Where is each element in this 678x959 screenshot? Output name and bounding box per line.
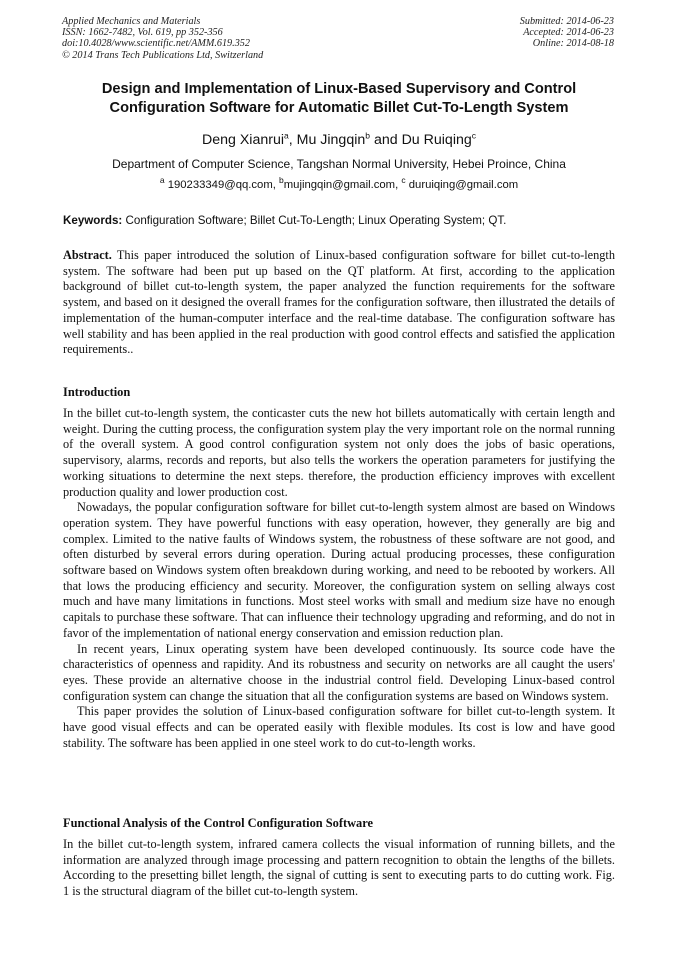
email-separator: , xyxy=(272,179,280,191)
doi-line: doi:10.4028/www.scientific.net/AMM.619.352 xyxy=(62,38,250,50)
author-name: Du Ruiqing xyxy=(401,132,472,148)
paper-title xyxy=(40,80,638,118)
email-marker: b xyxy=(279,175,284,186)
paragraph: Nowadays, the popular configuration software for billet cut-to-length system almost are based on Windows operation system. They have powerful functions with easy operation, however, they generally are big and complex. Limited to the native faults of Windows system, the robustness of these software are not good, and often disturbed by several errors during operation. During actual producing processes, these configuration software based on Windows system often breakdown during working, and need to be rebooted by workers. All that lows the producing efficiency and security. Moreover, the configuration system on selling always cost much and have many limitations in functions. Most steel works with small and medium size have no enough capitals to purchase these software. That can influence their technology upgrading and reforming, and do not in favor of the implementation of national energy conservation and emission reduction plan. xyxy=(63,500,615,640)
submitted-date: Submitted: 2014-06-23 xyxy=(519,16,614,27)
author-marker: b xyxy=(365,130,370,141)
issn-line: ISSN: 1662-7482, Vol. 619, pp 352-356 xyxy=(62,27,223,39)
author-marker: a xyxy=(284,130,289,141)
author-marker: c xyxy=(471,130,477,141)
title-line-1: Design and Implementation of Linux-Based Supervisory and Control xyxy=(101,81,577,97)
paragraph: In the billet cut-to-length system, infrared camera collects the visual information of running billets, and the information are analyzed through image processing and pattern recognition to obtain the lengths of the billets. According to the presetting billet length, the signal of cutting is sent to executing parts to do cutting work. Fig. 1 is the structural diagram of the billet cut-to-length system. xyxy=(63,837,615,899)
author-emails xyxy=(40,175,638,193)
journal-name: Applied Mechanics and Materials xyxy=(62,16,201,27)
keywords xyxy=(63,213,623,228)
email-address: duruiqing@gmail.com xyxy=(408,179,519,191)
keywords-label: Keywords: xyxy=(63,214,123,227)
title-line-2: Configuration Software for Automatic Billet Cut-To-Length System xyxy=(109,100,569,116)
section-functional-analysis xyxy=(63,837,615,900)
journal-info xyxy=(62,16,263,61)
author-separator: and xyxy=(370,132,402,148)
author-name: Mu Jingqin xyxy=(296,132,366,148)
online-date: Online: 2014-08-18 xyxy=(532,38,614,50)
section-introduction xyxy=(63,406,615,751)
email-address: mujingqin@gmail.com xyxy=(283,179,396,191)
paragraph: In the billet cut-to-length system, the conticaster cuts the new hot billets automatically with certain length and weight. During the cutting process, the configuration system play the very important role on the normal running of the overall system. A good control configuration system not only does the jobs of basic operations, supervisory, alarms, records and reports, but also tells the workers the operation parameters for justifying the working situations to determine the next steps. therefore, the production efficiency improves with excellent production quality and lower production cost. xyxy=(63,406,615,499)
paragraph: This paper provides the solution of Linux-based configuration software for billet cut-to-length system. It have good visual effects and can be operated easily with flexible modules. Its cost is low and have good stability. The software has been applied in one steel work to do cut-to-length works. xyxy=(63,704,615,750)
author-separator: , xyxy=(288,132,297,148)
abstract xyxy=(63,248,615,358)
section-heading-introduction: Introduction xyxy=(63,385,131,399)
keywords-text: Configuration Software; Billet Cut-To-Length; Linux Operating System; QT. xyxy=(125,214,507,227)
email-address: 190233349@qq.com xyxy=(167,179,273,191)
abstract-text: This paper introduced the solution of Linux-based configuration software for billet cut-to-length system. The software had been put up based on the QT platform. At first, according to the application background of billet cut-to-length system, the paper analyzed the function requirements for the software system, and based on it designed the overall frames for the configuration software, then illustrated the details of implementation of the human-computer interface and the real-time database. The configuration software has well stability and has been applied in the real production with good control effects and satisfied the application requirements.. xyxy=(63,248,615,357)
email-separator: , xyxy=(395,179,402,191)
abstract-label: Abstract. xyxy=(63,248,112,262)
email-marker: c xyxy=(401,175,406,186)
affiliation: Department of Computer Science, Tangshan Normal University, Hebei Proince, China xyxy=(112,157,566,171)
submission-dates xyxy=(520,16,614,50)
email-marker: a xyxy=(159,175,165,186)
accepted-date: Accepted: 2014-06-23 xyxy=(523,27,614,39)
paragraph: In recent years, Linux operating system have been developed continuously. Its source code have the characteristics of openness and rapidity. And its robustness and security on networks are all caught the users' eyes. These provide an alternative choose in the industrial control field. Developing Linux-based control configuration system can change the situation that all the configuration systems are based on Windows system. xyxy=(63,641,615,703)
author-name: Deng Xianrui xyxy=(201,132,285,148)
copyright-line: © 2014 Trans Tech Publications Ltd, Switzerland xyxy=(62,49,264,61)
section-heading-functional-analysis: Functional Analysis of the Control Configuration Software xyxy=(63,816,374,830)
author-list xyxy=(40,131,638,149)
